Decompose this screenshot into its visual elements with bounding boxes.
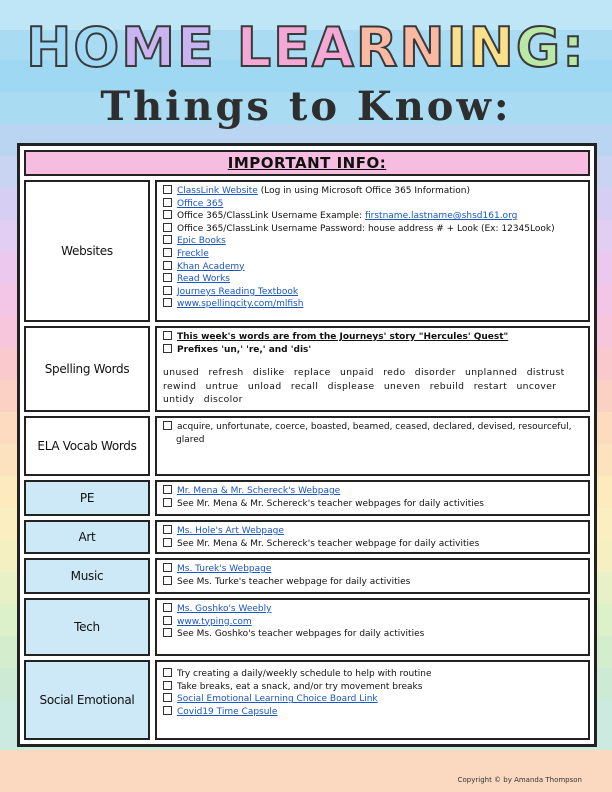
item-text: Office 365/ClassLink Username Password: house address # + Look (Ex: 12345Look): [177, 223, 555, 234]
item-text: (Log in using Microsoft Office 365 Information): [257, 186, 471, 196]
title-part: RN: [355, 16, 447, 79]
pe-label: PE: [24, 480, 150, 516]
email-example-link[interactable]: firstname.lastname@shsd161.org: [365, 211, 518, 222]
checkbox-icon: [163, 248, 172, 257]
websites-label: Websites: [24, 180, 150, 322]
art-label: Art: [24, 520, 150, 554]
weebly-link[interactable]: Ms. Goshko's Weebly: [177, 604, 272, 614]
websites-content: [155, 180, 590, 322]
checkbox-icon: [163, 198, 172, 207]
websites-row: [24, 180, 590, 322]
list-item: [163, 198, 582, 211]
info-table: [17, 143, 597, 747]
checkbox-icon: [163, 693, 172, 702]
checkbox-icon: [163, 344, 172, 353]
item-text: See Mr. Mena & Mr. Schereck's teacher webpages for daily activities: [177, 498, 484, 509]
item-text: See Ms. Goshko's teacher webpages for daily activities: [177, 629, 425, 640]
social-label: Social Emotional: [24, 660, 150, 740]
social-row: [24, 660, 590, 740]
list-item: [163, 223, 582, 236]
typing-link[interactable]: www.typing.com: [177, 616, 252, 627]
checkbox-icon: [163, 298, 172, 307]
khan-academy-link[interactable]: Khan Academy: [177, 261, 245, 272]
subtitle: Things to Know:: [100, 83, 512, 130]
checkbox-icon: [163, 485, 172, 494]
checkbox-icon: [163, 628, 172, 637]
list-item: [163, 298, 582, 311]
list-item: [163, 498, 582, 511]
checkbox-icon: [163, 603, 172, 612]
vocab-label: ELA Vocab Words: [24, 416, 150, 476]
list-item: [163, 706, 582, 719]
checkbox-icon: [163, 616, 172, 625]
music-webpage-link[interactable]: Ms. Turek's Webpage: [177, 564, 272, 574]
list-item: [163, 273, 582, 286]
list-item: [163, 616, 582, 629]
checkbox-icon: [163, 706, 172, 715]
list-item: [163, 628, 582, 641]
title-part: HO: [26, 16, 122, 79]
classlink-link[interactable]: ClassLink Website: [177, 186, 258, 196]
read-works-link[interactable]: Read Works: [177, 274, 230, 285]
journeys-link[interactable]: Journeys Reading Textbook: [177, 286, 299, 297]
list-item: [163, 693, 582, 706]
pe-webpage-link[interactable]: Mr. Mena & Mr. Schereck's Webpage: [177, 486, 341, 496]
list-item: [163, 210, 582, 223]
title-part: IN: [446, 16, 516, 79]
main-title: [0, 16, 612, 80]
office365-link[interactable]: Office 365: [177, 198, 224, 209]
item-text: Try creating a daily/weekly schedule to help with routine: [177, 669, 432, 679]
checkbox-icon: [163, 421, 172, 430]
tech-row: [24, 598, 590, 656]
item-text: This week's words are from the Journeys' story "Hercules' Quest": [177, 332, 509, 342]
music-row: [24, 558, 590, 594]
checkbox-icon: [163, 185, 172, 194]
tech-label: Tech: [24, 598, 150, 656]
checkbox-icon: [163, 210, 172, 219]
spelling-row: [24, 326, 590, 412]
spelling-content: [155, 326, 590, 412]
list-item: [163, 331, 582, 344]
list-item: [163, 525, 582, 538]
item-text: Office 365/ClassLink Username Example:: [177, 211, 365, 222]
epic-books-link[interactable]: Epic Books: [177, 236, 226, 247]
list-item: [163, 248, 582, 261]
item-text: Take breaks, eat a snack, and/or try movement breaks: [177, 681, 423, 692]
music-label: Music: [24, 558, 150, 594]
checkbox-icon: [163, 576, 172, 585]
checkbox-icon: [163, 273, 172, 282]
list-item: [163, 603, 582, 616]
checkbox-icon: [163, 538, 172, 547]
list-item: [163, 563, 582, 576]
item-text: See Mr. Mena & Mr. Schereck's teacher webpage for daily activities: [177, 538, 480, 549]
item-text: See Ms. Turke's teacher webpage for daily activities: [177, 576, 411, 587]
title-part: G:: [515, 16, 586, 79]
pe-row: [24, 480, 590, 516]
title-part: ME: [121, 16, 237, 79]
list-item: [163, 286, 582, 299]
list-item: [163, 235, 582, 248]
list-item: [163, 485, 582, 498]
sel-choice-board-link[interactable]: Social Emotional Learning Choice Board Link: [177, 694, 378, 705]
freckle-link[interactable]: Freckle: [177, 248, 209, 259]
list-item: [163, 538, 582, 551]
art-webpage-link[interactable]: Ms. Hole's Art Webpage: [177, 526, 284, 536]
checkbox-icon: [163, 235, 172, 244]
list-item: [163, 344, 582, 357]
list-item: [163, 668, 582, 681]
checkbox-icon: [163, 681, 172, 690]
checkbox-icon: [163, 223, 172, 232]
checkbox-icon: [163, 498, 172, 507]
list-item: [163, 681, 582, 694]
art-content: [155, 520, 590, 554]
tech-content: [155, 598, 590, 656]
vocab-content: [155, 416, 590, 476]
checkbox-icon: [163, 563, 172, 572]
vocab-row: [24, 416, 590, 476]
pe-content: [155, 480, 590, 516]
time-capsule-link[interactable]: Covid19 Time Capsule: [177, 706, 278, 717]
social-content: [155, 660, 590, 740]
copyright: Copyright © by Amanda Thompson: [457, 776, 582, 784]
item-text: Prefixes 'un,' 're,' and 'dis': [177, 344, 312, 355]
music-content: [155, 558, 590, 594]
spelling-words: unused refresh dislike replace unpaid redo disorder unplanned distrust rewind untrue unload recall displease uneven rebuild restart uncover untidy discolor: [163, 367, 565, 406]
list-item: [163, 185, 582, 198]
list-item: [163, 576, 582, 589]
list-item: [163, 261, 582, 274]
checkbox-icon: [163, 525, 172, 534]
checkbox-icon: [163, 668, 172, 677]
table-header: IMPORTANT INFO:: [24, 150, 590, 176]
spellingcity-link[interactable]: www.spellingcity.com/mlfish: [177, 299, 304, 310]
spelling-label: Spelling Words: [24, 326, 150, 412]
checkbox-icon: [163, 261, 172, 270]
art-row: [24, 520, 590, 554]
title-part: LEA: [236, 16, 356, 79]
item-text: acquire, unfortunate, coerce, boasted, beamed, ceased, declared, devised, resourceful, glared: [176, 422, 572, 445]
checkbox-icon: [163, 331, 172, 340]
list-item: [163, 421, 582, 446]
checkbox-icon: [163, 286, 172, 295]
